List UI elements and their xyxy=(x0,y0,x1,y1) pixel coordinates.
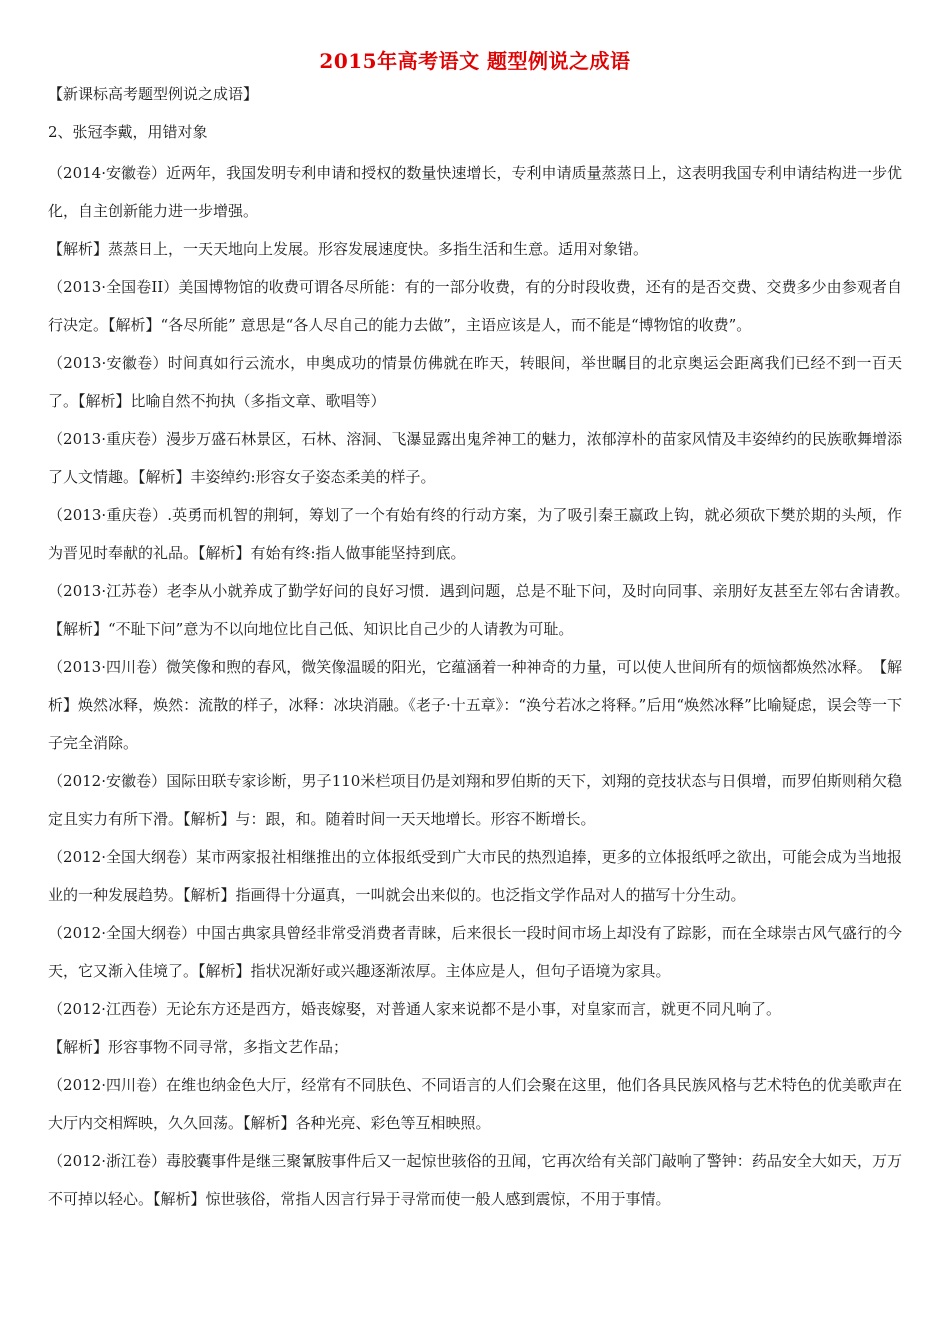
paragraph: （2012·安徽卷）国际田联专家诊断，男子110米栏项目仍是刘翔和罗伯斯的天下，刘翔的竞技状态与日俱增，而罗伯斯则稍欠稳定且实力有所下滑。【解析】与：跟，和。随着时间一天天地增长。形容不断增长。 xyxy=(48,772,902,828)
paragraph: （2012·全国大纲卷）某市两家报社相继推出的立体报纸受到广大市民的热烈追捧，更多的立体报纸呼之欲出，可能会成为当地报业的一种发展趋势。【解析】指画得十分逼真，一叫就会出来似的。也泛指文学作品对人的描写十分生动。 xyxy=(48,848,902,904)
paragraph: （2013·安徽卷）时间真如行云流水，申奥成功的情景仿佛就在昨天，转眼间，举世瞩目的北京奥运会距离我们已经不到一百天了。【解析】比喻自然不拘执（多指文章、歌唱等） xyxy=(48,354,902,410)
paragraph: （2013·重庆卷）.英勇而机智的荆轲，筹划了一个有始有终的行动方案，为了吸引秦王嬴政上钩，就必须砍下樊於期的头颅，作为晋见时奉献的礼品。【解析】有始有终:指人做事能坚持到底。 xyxy=(48,506,902,562)
paragraph: （2012·江西卷）无论东方还是西方，婚丧嫁娶，对普通人家来说都不是小事，对皇家而言，就更不同凡响了。 xyxy=(48,1000,781,1018)
paragraph: 【解析】蒸蒸日上，一天天地向上发展。形容发展速度快。多指生活和生意。适用对象错。 xyxy=(48,240,649,258)
paragraph: （2013·四川卷）微笑像和煦的春风，微笑像温暖的阳光，它蕴涵着一种神奇的力量，可以使人世间所有的烦恼都焕然冰释。 【解析】焕然冰释，焕然：流散的样子，冰释：冰块消融。《老子·十五章》：“涣兮若冰之将释。”后用“焕然冰释”比喻疑虑，误会等一下子完全消除。 xyxy=(48,658,902,752)
paragraph: （2014·安徽卷）近两年，我国发明专利申请和授权的数量快速增长，专利申请质量蒸蒸日上，这表明我国专利申请结构进一步优化，自主创新能力进一步增强。 xyxy=(48,164,902,220)
section-heading: 2、张冠李戴，用错对象 xyxy=(48,123,208,141)
paragraph: （2012·浙江卷）毒胶囊事件是继三聚氰胺事件后又一起惊世骇俗的丑闻，它再次给有关部门敲响了警钟：药品安全大如天，万万不可掉以轻心。【解析】惊世骇俗，常指人因言行异于寻常而使一般人感到震惊，不用于事情。 xyxy=(48,1152,902,1208)
paragraph: 【解析】形容事物不同寻常，多指文艺作品； xyxy=(48,1038,349,1056)
paragraph: （2013·重庆卷）漫步万盛石林景区，石林、溶洞、飞瀑显露出鬼斧神工的魅力，浓郁淳朴的苗家风情及丰姿绰约的民族歌舞增添了人文情趣。【解析】丰姿绰约:形容女子姿态柔美的样子。 xyxy=(48,430,902,486)
document-subtitle: 【新课标高考题型例说之成语】 xyxy=(48,85,259,103)
paragraph: （2013·全国卷II）美国博物馆的收费可谓各尽所能：有的一部分收费，有的分时段收费，还有的是否交费、交费多少由参观者自行决定。【解析】“各尽所能” 意思是“各人尽自己的能力去做”，主语应该是人，而不能是“博物馆的收费”。 xyxy=(48,278,902,334)
paragraph: （2012·四川卷）在维也纳金色大厅，经常有不同肤色、不同语言的人们会聚在这里，他们各具民族风格与艺术特色的优美歌声在大厅内交相辉映，久久回荡。【解析】各种光亮、彩色等互相映照。 xyxy=(48,1076,902,1132)
page-title: 2015年高考语文 题型例说之成语 xyxy=(319,49,631,73)
paragraph: （2013·江苏卷）老李从小就养成了勤学好问的良好习惯．遇到问题，总是不耻下问，及时向同事、亲朋好友甚至左邻右舍请教。 【解析】“不耻下问”意为不以向地位比自己低、知识比自己少的人请教为可耻。 xyxy=(48,582,918,638)
paragraph: （2012·全国大纲卷）中国古典家具曾经非常受消费者青睐，后来很长一段时间市场上却没有了踪影，而在全球崇古风气盛行的今天，它又渐入佳境了。【解析】指状况渐好或兴趣逐渐浓厚。主体应是人，但句子语境为家具。 xyxy=(48,924,902,980)
